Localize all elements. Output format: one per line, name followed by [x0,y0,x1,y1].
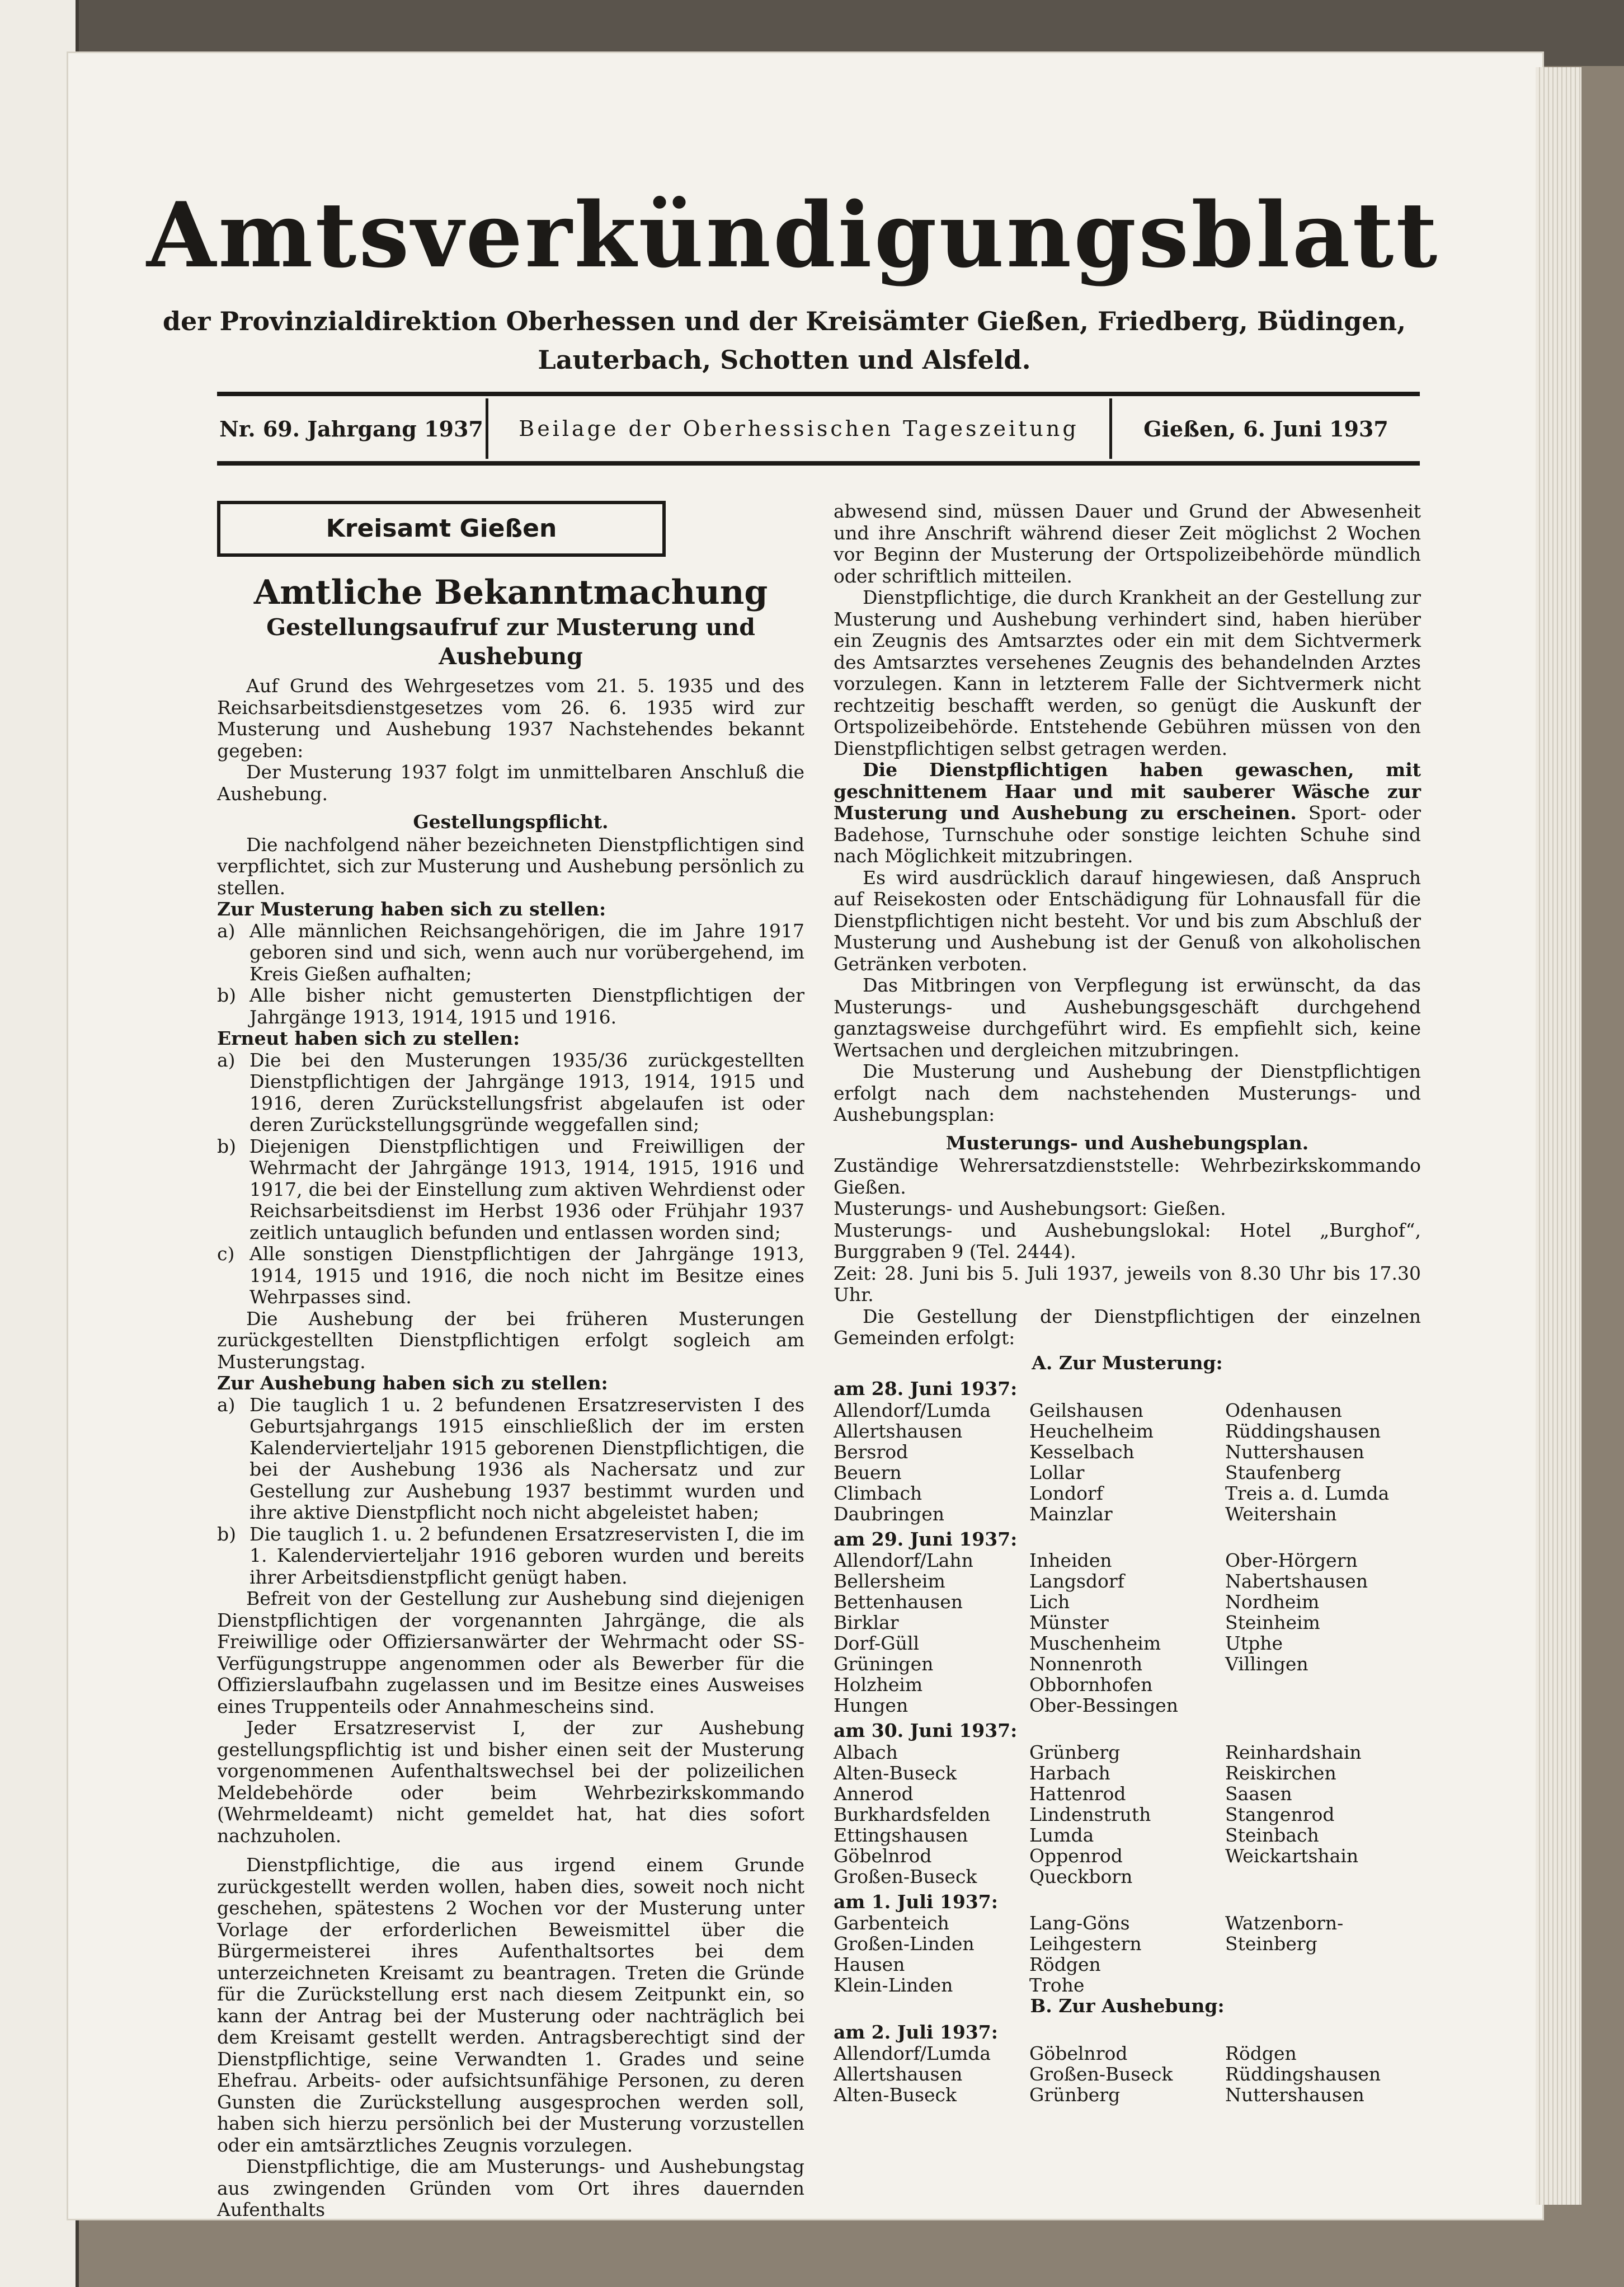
place-name: Lindenstruth [1029,1803,1151,1825]
paragraph: Die Musterung und Aushebung der Dienstpflichtigen erfolgt nach dem nachstehenden Musterungs- und Aushebungsplan: [834,1060,1421,1125]
schedule-row [834,1612,1421,1633]
place-name: Obbornhofen [1029,1674,1153,1696]
schedule-row [834,1550,1421,1571]
plan-line: Musterungs- und Aushebungsort: Gießen. [834,1197,1226,1219]
paragraph: Dienstpflichtige, die am Musterungs- und Aushebungstag aus zwingenden Gründen vom Ort ihres dauernden Aufenthalts [217,2155,804,2220]
masthead-subtitle-line2: Lauterbach, Schotten und Alsfeld. [538,345,1031,375]
place-name [1225,1954,1421,1975]
schedule-row [834,1933,1421,1954]
schedule-row [834,1571,1421,1591]
schedule-row [834,1674,1421,1695]
bottom-rule [217,461,1420,466]
place-name: Annerod [834,1782,914,1805]
place-name: Hausen [834,1953,905,1975]
schedule-table [834,1400,1421,1524]
place-name: Watzenborn- [1225,1912,1344,1934]
place-name: Großen-Buseck [834,1865,977,1887]
section-heading: Gestellungspflicht. [413,811,609,833]
list-heading: Zur Musterung haben sich zu stellen: [217,898,606,920]
place-name: Großen-Linden [834,1933,975,1955]
schedule-row [834,1441,1421,1462]
place-name: Rödgen [1029,1953,1101,1975]
list-item: a) Die bei den Musterungen 1935/36 zurückgestellten Dienstpflichtigen der Jahrgänge 1913, 1914, 1915 und 1916, deren Zurückstellungsfrist abgelaufen ist oder deren Zurückstellungsgründe weggefallen sind; [217,1049,804,1135]
place-name [1225,1975,1421,1995]
schedule-table [834,1742,1421,1887]
paragraph: Dienstpflichtige, die aus irgend einem Grunde zurückgestellt werden wollen, haben dies, soweit noch nicht geschehen, spätestens 2 Wochen vor der Musterung unter Vorlage der erforderlichen Beweismittel über die Bürgermeisterei ihres Aufenthaltsortes bei dem unterzeichneten Kreisamt zu beantragen. Treten die Gründe für die Zurückstellung erst nach diesem Zeitpunkt ein, so kann der Antrag bei der Musterung oder nachträglich bei dem Kreisamt gestellt werden. Antragsberechtigt sind der Dienstpflichtige, seine Verwandten 1. Grades und seine Ehefrau. Arbeits- oder aufsichtsunfähige Personen, zu deren Gunsten die Zurückstellung ausgesprochen werden soll, haben sich hierzu persönlich bei der Musterung vorzustellen oder ein amtsärztliches Zeugnis vorzulegen. [217,1854,804,2156]
previous-page-edge [0,0,79,2287]
place-name: Garbenteich [834,1912,949,1934]
place-name: Nuttershausen [1225,2084,1364,2106]
place-name: Daubringen [834,1502,944,1525]
place-name: Grüningen [834,1653,934,1675]
schedule-row [834,1462,1421,1483]
place-name: Rödgen [1225,2042,1297,2064]
paragraph: abwesend sind, müssen Dauer und Grund der Abwesenheit und ihre Anschrift während dieser Zeit möglichst 2 Wochen vor Beginn der Musterung der Ortspolizeibehörde mündlich oder schriftlich mitteilen. [834,500,1421,587]
place-name: Nordheim [1225,1591,1320,1613]
place-name: Odenhausen [1225,1399,1342,1421]
place-name: Nabertshausen [1225,1570,1368,1592]
section-b-heading: B. Zur Aushebung: [1030,1995,1225,2017]
place-name: Bersrod [834,1440,909,1463]
place-name: Albach [834,1741,898,1763]
place-name: Dorf-Güll [834,1632,920,1654]
place-name: Weitershain [1225,1502,1337,1525]
paragraph: Dienstpflichtige, die durch Krankheit an der Gestellung zur Musterung und Aushebung verhindert sind, haben hierüber ein Zeugnis des Amtsarztes oder ein mit dem Sichtvermerk des Amtsarztes versehenes Zeugnis des behandelnden Arztes vorzulegen. Kann in letzterem Falle der Sichtvermerk nicht rechtzeitig beschafft werden, so genügt die Auskunft der Ortspolizeibehörde. Entstehende Gebühren müssen von den Dienstpflichtigen selbst getragen werden. [834,586,1421,759]
section-box: Kreisamt Gießen [217,501,666,557]
schedule-table [834,2043,1421,2105]
list-item: b) Diejenigen Dienstpflichtigen und Freiwilligen der Wehrmacht der Jahrgänge 1913, 1914, 1915, 1916 und 1917, die bei der Einstellung zum aktiven Wehrdienst oder Reichsarbeitsdienst im Herbst 1936 oder Frühjahr 1937 zeitlich untauglich befunden und entlassen worden sind; [217,1135,804,1243]
paragraph: Die Aushebung der bei früheren Musterungen zurückgestellten Dienstpflichtigen erfolgt sogleich am Musterungstag. [217,1307,804,1373]
place-name [1225,1674,1421,1695]
schedule-row [834,1421,1421,1441]
schedule-row [834,1975,1421,1995]
schedule-row [834,2043,1421,2064]
plan-line: Zuständige Wehrersatzdienststelle: Wehrbezirkskommando Gießen. [834,1154,1421,1198]
issue-info-bar [217,398,1420,459]
place-name: Grünberg [1029,1741,1121,1763]
plan-line: Musterungs- und Aushebungslokal: Hotel „Burghof“, Burggraben 9 (Tel. 2444). [834,1219,1421,1262]
schedule-row [834,1504,1421,1524]
bold-text: Die Dienstpflichtigen haben gewaschen, mit geschnittenem Haar und mit sauberer Wäsche zur Musterung und Aushebung zu erscheinen. [834,759,1421,824]
paragraph: Es wird ausdrücklich darauf hingewiesen, daß Anspruch auf Reisekosten oder Entschädigung für Lohnausfall für die Dienstpflichtigen nicht besteht. Vor und bis zum Abschluß der Musterung und Aushebung ist der Genuß von alkoholischen Getränken verboten. [834,866,1421,975]
place-name: Harbach [1029,1762,1110,1784]
paragraph: Befreit von der Gestellung zur Aushebung sind diejenigen Dienstpflichtigen der vorgenannten Jahrgänge, die als Freiwillige oder Offiziersanwärter der Wehrmacht oder SS-Verfügungstruppe angenommen oder als Bewerber für die Offizierslaufbahn zugelassen und im Besitze eines Ausweises eines Truppenteils oder Annahmescheins sind. [217,1588,804,1717]
place-name: Stangenrod [1225,1803,1335,1825]
right-column [834,501,1421,2105]
schedule-row [834,2084,1421,2105]
place-name: Ober-Bessingen [1029,1694,1178,1716]
paragraph [834,759,1421,867]
place-name: Steinbach [1225,1824,1319,1846]
place-name: Muschenheim [1029,1632,1161,1654]
place-name: Climbach [834,1482,922,1504]
place-name: Geilshausen [1029,1399,1143,1421]
paragraph: Auf Grund des Wehrgesetzes vom 21. 5. 1935 und des Reichsarbeitsdienstgesetzes vom 26. 6. 1935 wird zur Musterung und Aushebung 1937 Nachstehendes bekannt gegeben: [217,675,804,762]
place-name: Oppenrod [1029,1844,1123,1867]
schedule-date: am 29. Juni 1937: [834,1528,1018,1550]
place-name: Nuttershausen [1225,1440,1364,1463]
list-heading: Erneut haben sich zu stellen: [217,1027,520,1049]
list-item: b) Alle bisher nicht gemusterten Dienstpflichtigen der Jahrgänge 1913, 1914, 1915 und 1916. [217,984,804,1028]
list-item: c) Alle sonstigen Dienstpflichtigen der Jahrgänge 1913, 1914, 1915 und 1916, die noch nicht im Besitze eines Wehrpasses sind. [217,1243,804,1308]
place-name: Utphe [1225,1632,1283,1654]
plan-line: Zeit: 28. Juni bis 5. Juli 1937, jeweils von 8.30 Uhr bis 17.30 Uhr. [834,1262,1421,1305]
masthead [147,182,1440,379]
place-name: Langsdorf [1029,1570,1124,1592]
place-name: Bellersheim [834,1570,945,1592]
place-name: Lich [1029,1591,1070,1613]
schedule-row [834,1804,1421,1825]
place-name: Mainzlar [1029,1502,1113,1525]
place-name: Münster [1029,1612,1109,1633]
schedule-date: am 28. Juni 1937: [834,1378,1018,1400]
place-name: Beuern [834,1461,902,1483]
schedule-row [834,2064,1421,2084]
place-name: Leihgestern [1029,1933,1142,1955]
place-name: Allertshausen [834,2063,963,2085]
place-name: Steinheim [1225,1612,1320,1633]
schedule-row [834,1483,1421,1504]
masthead-subtitle-line1: der Provinzialdirektion Oberhessen und der Kreisämter Gießen, Friedberg, Büdingen, [162,306,1406,336]
place-name: Lang-Göns [1029,1912,1130,1934]
place-name: Reiskirchen [1225,1762,1336,1784]
place-name: Klein-Linden [834,1974,953,1996]
place-name: Steinberg [1225,1933,1317,1955]
place-name: Ober-Hörgern [1225,1549,1358,1571]
place-name: Birklar [834,1612,899,1633]
place-name: Allertshausen [834,1420,963,1442]
place-name: Alten-Buseck [834,1762,957,1784]
section-a-heading: A. Zur Musterung: [1032,1351,1223,1374]
notice-subheading: Gestellungsaufruf zur Musterung und Aushebung [266,614,755,670]
schedule-row [834,1742,1421,1763]
top-rule [217,392,1420,396]
schedule-row [834,1866,1421,1887]
paragraph: Die Gestellung der Dienstpflichtigen der einzelnen Gemeinden erfolgt: [834,1305,1421,1349]
place-name: Inheiden [1029,1549,1112,1571]
place-name: Reinhardshain [1225,1741,1362,1763]
paragraph: Der Musterung 1937 folgt im unmittelbaren Anschluß die Aushebung. [217,761,804,805]
paragraph-rest: Sport- oder Badehose, Turnschuhe oder sonstige leichten Schuhe sind nach Möglichkeit mitzubringen. [834,802,1421,867]
schedule-table [834,1913,1421,1995]
schedule-row [834,1825,1421,1845]
schedule-date: am 2. Juli 1937: [834,2021,998,2043]
place-name: Londorf [1029,1482,1104,1504]
place-name: Heuchelheim [1029,1420,1154,1442]
place-name: Hungen [834,1694,909,1716]
place-name: Alten-Buseck [834,2084,957,2106]
place-name: Ettingshausen [834,1824,968,1846]
place-name: Kesselbach [1029,1440,1135,1463]
place-name [1225,1866,1421,1887]
place-name: Allendorf/Lahn [834,1549,973,1571]
place-name: Villingen [1225,1653,1308,1675]
place-name: Lollar [1029,1461,1085,1483]
place-name: Queckborn [1029,1865,1133,1887]
left-column [217,501,804,2221]
schedule-row [834,1400,1421,1421]
place-name: Rüddingshausen [1225,1420,1381,1442]
place-name: Rüddingshausen [1225,2063,1381,2085]
place-name: Grünberg [1029,2084,1121,2106]
schedule-row [834,1763,1421,1783]
list-item: b) Die tauglich 1. u. 2 befundenen Ersatzreservisten I, die im 1. Kalendervierteljahr 1916 geboren wurden und bereits ihrer Arbeitsdienstpflicht genügt haben. [217,1523,804,1588]
place-name: Saasen [1225,1782,1292,1805]
schedule-row [834,1591,1421,1612]
place-name: Bettenhausen [834,1591,963,1613]
supplement-label: Beilage der Oberhessischen Tageszeitung [519,416,1079,441]
paragraph: Die nachfolgend näher bezeichneten Dienstpflichtigen sind verpflichtet, sich zur Musterung und Aushebung persönlich zu stellen. [217,833,804,899]
issue-number: Nr. 69. Jahrgang 1937 [219,416,483,442]
schedule-date: am 1. Juli 1937: [834,1890,998,1913]
plan-heading: Musterungs- und Aushebungsplan. [945,1131,1309,1154]
schedule-row [834,1954,1421,1975]
place-name: Göbelnrod [834,1844,932,1867]
schedule-row [834,1913,1421,1933]
list-item: a) Die tauglich 1 u. 2 befundenen Ersatzreservisten I des Geburtsjahrgangs 1915 einschließlich der im ersten Kalendervierteljahr 1915 geborenen Dienstpflichtigen, die bei der Aushebung 1936 als Nachersatz und zur Gestellung zur Aushebung 1937 bestimmt wurden und ihre aktive Dienstpflicht noch nicht abgeleistet haben; [217,1393,804,1523]
masthead-subtitle [147,302,1422,379]
place-name [1225,1695,1421,1716]
paragraph: Das Mitbringen von Verpflegung ist erwünscht, da das Musterungs- und Aushebungsgeschäft durchgehend ganztagsweise durchgeführt wird. Es empfiehlt sich, keine Wertsachen und dergleichen mitzubringen. [834,974,1421,1061]
place-name: Weickartshain [1225,1844,1359,1867]
page-stack-edge [1536,67,1581,2205]
schedule-row [834,1845,1421,1866]
list-heading: Zur Aushebung haben sich zu stellen: [217,1372,608,1394]
notice-heading: Amtliche Bekanntmachung [253,573,768,612]
masthead-title: Amtsverkündigungsblatt [147,182,1440,288]
place-name: Großen-Buseck [1029,2063,1173,2085]
schedule-date: am 30. Juni 1937: [834,1720,1018,1741]
schedule-row [834,1695,1421,1716]
place-name: Treis a. d. Lumda [1225,1482,1390,1504]
list-item: a) Alle männlichen Reichsangehörigen, die im Jahre 1917 geboren sind und sich, wenn auch nur vorübergehend, im Kreis Gießen aufhalten; [217,919,804,985]
place-name: Trohe [1029,1974,1085,1996]
schedule-table [834,1550,1421,1716]
place-name: Burkhardsfelden [834,1803,991,1825]
place-name: Göbelnrod [1029,2042,1128,2064]
schedule-row [834,1654,1421,1674]
schedule-row [834,1783,1421,1804]
place-name: Hattenrod [1029,1782,1126,1805]
place-name: Holzheim [834,1674,923,1696]
place-name: Allendorf/Lumda [834,2042,991,2064]
paragraph: Jeder Ersatzreservist I, der zur Aushebung gestellungspflichtig ist und bisher einen seit der Musterung vorgenommenen Aufenthaltswechsel bei der polizeilichen Meldebehörde oder beim Wehrbezirkskommando (Wehrmeldeamt) nicht gemeldet hat, hat dies sofort nachzuholen. [217,1717,804,1847]
place-date: Gießen, 6. Juni 1937 [1143,416,1388,442]
place-name: Allendorf/Lumda [834,1399,991,1421]
place-name: Lumda [1029,1824,1094,1846]
schedule-row [834,1633,1421,1654]
place-name: Staufenberg [1225,1461,1341,1483]
place-name: Nonnenroth [1029,1653,1143,1675]
